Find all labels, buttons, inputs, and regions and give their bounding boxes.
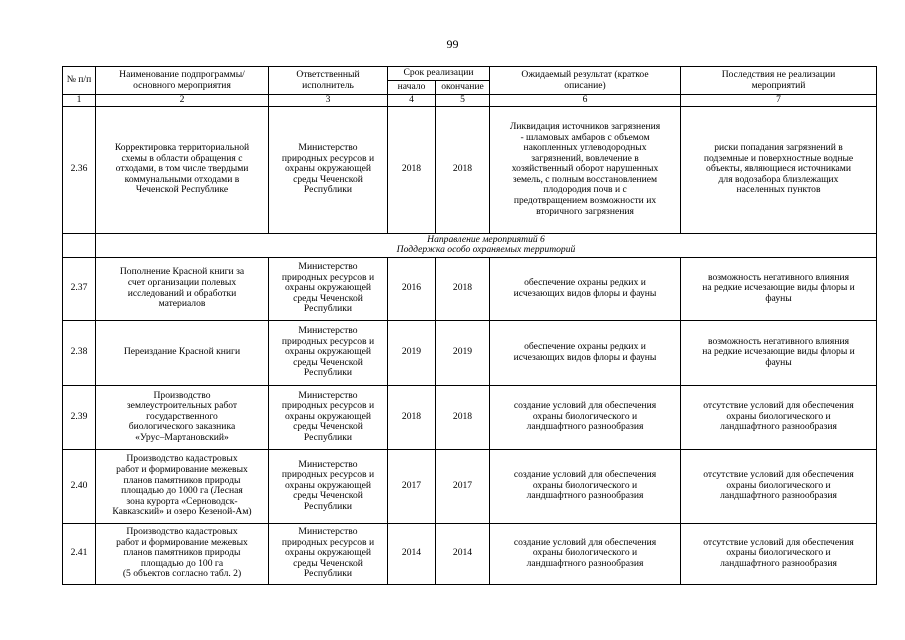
cell-line: предотвращением возможности их — [513, 195, 657, 207]
cell-line: Республики — [303, 500, 353, 512]
header-num: № п/п — [63, 67, 96, 95]
responsible-executor — [269, 385, 388, 449]
cell-line: Министерство — [298, 261, 358, 273]
expected-result — [490, 257, 681, 320]
header-row-1 — [63, 67, 877, 81]
table-row — [63, 106, 877, 233]
cell-line: работ и формирование межевых — [116, 463, 248, 475]
cell-line: охраны окружающей — [284, 163, 372, 175]
cell-line: фауны — [765, 356, 792, 368]
cell-line: Направление мероприятий 6 — [427, 233, 545, 245]
cell-line: создание условий для обеспечения — [513, 400, 657, 412]
cell-line: Министерство — [298, 526, 358, 538]
expected-result — [490, 320, 681, 385]
cell-line: ландшафтного разнообразия — [526, 557, 644, 569]
measure-name — [96, 257, 269, 320]
cell-line: ландшафтного разнообразия — [720, 421, 837, 433]
cell-line: ландшафтного разнообразия — [720, 490, 837, 502]
cell-line: среды Чеченской — [293, 490, 363, 502]
table-row — [63, 385, 877, 449]
column-number: 5 — [436, 95, 490, 107]
cell-line: земель, с полным восстановлением — [512, 173, 658, 185]
responsible-executor — [269, 523, 388, 584]
cell-line: Республики — [303, 184, 353, 196]
measures-table — [62, 66, 877, 585]
consequences — [681, 106, 877, 233]
cell-line: Производство — [153, 389, 211, 401]
cell-line: возможность негативного влияния — [708, 271, 850, 283]
column-number: 4 — [388, 95, 436, 107]
header-responsible — [269, 67, 388, 95]
cell-line: риски попадания загрязнений в — [714, 142, 843, 154]
cell-line: охраны окружающей — [284, 547, 372, 559]
cell-line: обеспечение охраны редких и — [524, 341, 646, 352]
responsible-executor — [269, 106, 388, 233]
cell-line: Республики — [303, 367, 353, 379]
cell-line: объекты, являющиеся источниками — [706, 163, 851, 175]
cell-line: (5 объектов согласно табл. 2) — [122, 568, 242, 580]
cell-line: исследований и обработки — [127, 287, 237, 299]
header-consequences — [681, 67, 877, 95]
column-number: 3 — [269, 95, 388, 107]
cell-line: населенных пунктов — [736, 184, 821, 196]
cell-line: землеустроительных работ — [126, 400, 238, 412]
cell-line: возможность негативного влияния — [708, 335, 850, 347]
cell-line: охраны биологического и — [532, 410, 638, 422]
section-title — [96, 233, 877, 257]
start-year: 2019 — [388, 320, 436, 385]
expected-result — [490, 385, 681, 449]
cell-line: мероприятий — [751, 79, 806, 91]
cell-line: отсутствие условий для обеспечения — [703, 469, 854, 481]
cell-line: охраны окружающей — [284, 479, 372, 491]
cell-line: Пополнение Красной книги за — [119, 266, 245, 278]
cell-line: Корректировка территориальной — [114, 142, 250, 154]
cell-line: природных ресурсов и — [281, 152, 375, 164]
start-year: 2014 — [388, 523, 436, 584]
section-empty-cell — [63, 233, 96, 257]
cell-line: государственного — [146, 410, 218, 422]
cell-line: среды Чеченской — [293, 421, 363, 433]
cell-line: среды Чеченской — [293, 292, 363, 304]
cell-line: накопленных углеводородных — [523, 142, 647, 154]
measure-name — [96, 106, 269, 233]
cell-line: - шламовых амбаров с объемом — [520, 131, 650, 143]
cell-line: зона курорта «Серноводск- — [126, 495, 238, 507]
cell-line: ландшафтного разнообразия — [526, 490, 644, 502]
cell-line: Министерство — [298, 142, 358, 154]
start-year: 2017 — [388, 449, 436, 523]
column-number: 6 — [490, 95, 681, 107]
cell-line: Чеченской Республике — [135, 184, 229, 196]
cell-line: создание условий для обеспечения — [513, 469, 657, 481]
cell-line: создание условий для обеспечения — [513, 536, 657, 548]
cell-line: ландшафтного разнообразия — [720, 557, 837, 569]
cell-line: Производство кадастровых — [126, 526, 238, 538]
expected-result — [490, 449, 681, 523]
consequences — [681, 257, 877, 320]
cell-line: обеспечение охраны редких и — [524, 277, 646, 288]
cell-line: охраны окружающей — [284, 346, 372, 358]
cell-line: площадью до 1000 га (Лесная — [121, 485, 243, 497]
cell-line: материалов — [158, 298, 206, 310]
column-number: 1 — [63, 95, 96, 107]
header-name — [96, 67, 269, 95]
start-year: 2018 — [388, 106, 436, 233]
header-result — [490, 67, 681, 95]
table-row — [63, 449, 877, 523]
cell-line: плодородия почв и с — [543, 184, 627, 196]
row-number: 2.41 — [63, 523, 96, 584]
measure-name — [96, 523, 269, 584]
table-row — [63, 257, 877, 320]
cell-line: вторичного загрязнения — [536, 205, 634, 217]
page-number: 99 — [446, 37, 459, 51]
header-period: Срок реализации — [388, 67, 490, 81]
cell-line: на редкие исчезающие виды флоры и — [702, 346, 855, 358]
table-row — [63, 523, 877, 584]
cell-line: охраны биологического и — [726, 479, 831, 491]
cell-line: охраны окружающей — [284, 410, 372, 422]
cell-line: планов памятников природы — [123, 547, 241, 559]
measure-name — [96, 385, 269, 449]
cell-line: Республики — [303, 431, 353, 443]
cell-line: среды Чеченской — [293, 173, 363, 185]
cell-line: охраны биологического и — [532, 479, 638, 491]
consequences — [681, 385, 877, 449]
cell-line: среды Чеченской — [293, 557, 363, 569]
cell-line: «Урус–Мартановский» — [135, 431, 229, 443]
cell-line: охраны биологического и — [532, 547, 638, 559]
cell-line: природных ресурсов и — [281, 536, 375, 548]
cell-line: Ответственный — [296, 68, 360, 80]
cell-line: биологического заказника — [128, 421, 236, 433]
cell-line: Министерство — [298, 458, 358, 470]
cell-line: исчезающих видов флоры и фауны — [513, 351, 657, 363]
cell-line: Производство кадастровых — [126, 453, 238, 465]
cell-line: хозяйственный оборот нарушенных — [511, 163, 659, 175]
cell-line: счет организации полевых — [127, 277, 237, 288]
cell-line: работ и формирование межевых — [116, 536, 248, 548]
cell-line: ландшафтного разнообразия — [526, 421, 644, 433]
cell-line: загрязнений, вовлечение в — [531, 152, 639, 164]
cell-line: коммунальными отходами в — [124, 173, 240, 185]
cell-line: Ликвидация источников загрязнения — [509, 120, 661, 132]
cell-line: описание) — [564, 79, 606, 91]
end-year: 2018 — [436, 385, 490, 449]
cell-line: Поддержка особо охраняемых территорий — [396, 244, 576, 256]
cell-line: охраны биологического и — [726, 547, 831, 559]
cell-line: среды Чеченской — [293, 356, 363, 368]
cell-line: отсутствие условий для обеспечения — [703, 400, 854, 412]
cell-line: для водозабора близлежащих — [718, 173, 839, 185]
expected-result — [490, 523, 681, 584]
row-number: 2.40 — [63, 449, 96, 523]
start-year: 2018 — [388, 385, 436, 449]
row-number: 2.38 — [63, 320, 96, 385]
cell-line: Министерство — [298, 325, 358, 337]
end-year: 2019 — [436, 320, 490, 385]
section-row — [63, 233, 877, 257]
cell-line: Республики — [303, 303, 353, 315]
cell-line: исполнитель — [302, 79, 354, 91]
consequences — [681, 449, 877, 523]
cell-line: подземные и поверхностные водные — [703, 152, 854, 164]
cell-line: природных ресурсов и — [281, 469, 375, 481]
cell-line: на редкие исчезающие виды флоры и — [702, 282, 855, 294]
cell-line: отходами, в том числе твердыми — [115, 163, 249, 175]
cell-line: Ожидаемый результат (краткое — [521, 68, 649, 80]
header-start: начало — [388, 81, 436, 95]
cell-line: Министерство — [298, 389, 358, 401]
end-year: 2017 — [436, 449, 490, 523]
cell-line: природных ресурсов и — [281, 271, 375, 283]
cell-line: Переиздание Красной книги — [123, 346, 241, 358]
cell-line: Кавказский» и озеро Кезеной-Ам) — [112, 506, 252, 518]
column-number: 7 — [681, 95, 877, 107]
start-year: 2016 — [388, 257, 436, 320]
end-year: 2018 — [436, 106, 490, 233]
row-number: 2.37 — [63, 257, 96, 320]
measure-name — [96, 449, 269, 523]
consequences — [681, 523, 877, 584]
expected-result — [490, 106, 681, 233]
column-number: 2 — [96, 95, 269, 107]
measure-name — [96, 320, 269, 385]
consequences — [681, 320, 877, 385]
cell-line: природных ресурсов и — [281, 335, 375, 347]
cell-line: Последствия не реализации — [721, 68, 836, 80]
header-end: окончание — [436, 81, 490, 95]
cell-line: исчезающих видов флоры и фауны — [513, 287, 657, 299]
cell-line: площадью до 100 га — [140, 557, 224, 569]
cell-line: фауны — [765, 292, 792, 304]
row-number: 2.36 — [63, 106, 96, 233]
cell-line: схемы в области обращения с — [121, 152, 243, 164]
cell-line: природных ресурсов и — [281, 400, 375, 412]
end-year: 2018 — [436, 257, 490, 320]
cell-line: охраны окружающей — [284, 282, 372, 294]
cell-line: основного мероприятия — [133, 79, 231, 91]
cell-line: Наименование подпрограммы/ — [119, 68, 245, 80]
cell-line: охраны биологического и — [726, 410, 831, 422]
responsible-executor — [269, 257, 388, 320]
end-year: 2014 — [436, 523, 490, 584]
cell-line: планов памятников природы — [123, 474, 241, 486]
responsible-executor — [269, 449, 388, 523]
table-row — [63, 320, 877, 385]
row-number: 2.39 — [63, 385, 96, 449]
column-numbers-row — [63, 95, 877, 107]
cell-line: Республики — [303, 568, 353, 580]
responsible-executor — [269, 320, 388, 385]
cell-line: отсутствие условий для обеспечения — [703, 536, 854, 548]
